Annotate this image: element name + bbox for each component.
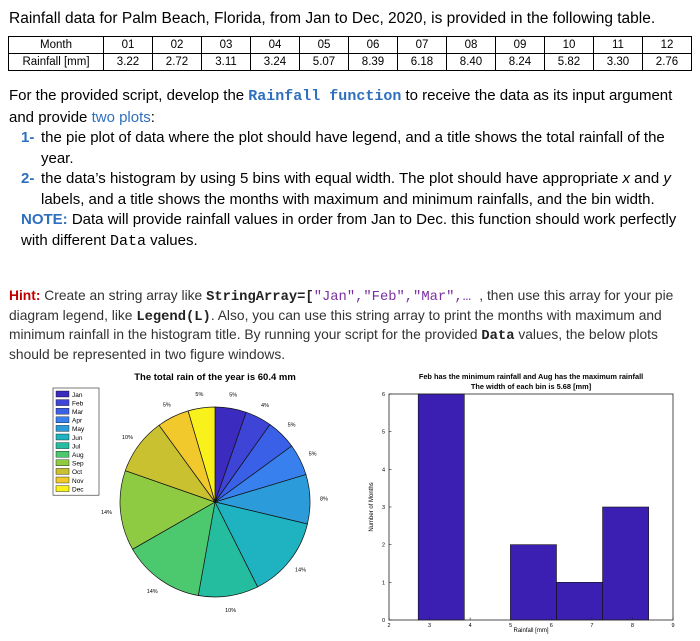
pie-title: The total rain of the year is 60.4 mm <box>134 372 296 383</box>
rainfall-cell: 6.18 <box>398 54 447 71</box>
pie-slices <box>120 407 310 597</box>
month-cell: 12 <box>643 37 692 54</box>
x-tick-label: 6 <box>549 623 553 629</box>
task-item-1 <box>9 128 693 169</box>
intro-text: Rainfall data for Palm Beach, Florida, from Jan to Dec, 2020, is provided in the following table. <box>9 10 656 27</box>
hint-tag: Hint: <box>9 288 41 303</box>
pie-percent-label: 5% <box>287 422 296 429</box>
pie-percent-label: 5% <box>308 451 317 458</box>
rainfall-cell: 3.11 <box>202 54 251 71</box>
legend-swatch <box>56 486 69 492</box>
x-italic: x <box>622 170 630 187</box>
month-cell: 10 <box>545 37 594 54</box>
y-tick-label: 0 <box>381 618 385 624</box>
pie-percent-label: 14% <box>294 567 307 574</box>
hint-text: , then use this array for your pie diagram legend, like <box>9 288 674 323</box>
y-tick-label: 3 <box>381 505 385 511</box>
task-number: 1- <box>21 129 35 146</box>
legend-swatch <box>56 477 69 483</box>
x-tick-label: 7 <box>590 623 594 629</box>
histogram-title: Feb has the minimum rainfall and Aug has the maximum rainfall <box>418 372 644 381</box>
legend-label: May <box>72 426 85 434</box>
legend-swatch <box>56 408 69 414</box>
rainfall-cell: 2.72 <box>153 54 202 71</box>
task-description <box>9 86 693 252</box>
legend-swatch <box>56 400 69 406</box>
histogram-bar <box>603 507 649 620</box>
y-tick-label: 6 <box>381 392 385 398</box>
legend-label: Mar <box>72 409 84 416</box>
legend-label: Aug <box>72 452 84 459</box>
note-code: Data <box>109 232 146 250</box>
note <box>9 210 693 252</box>
function-name: Rainfall function <box>248 88 402 105</box>
histogram-figure <box>363 368 693 636</box>
two-plots-text: two plots <box>91 108 151 126</box>
month-cell: 04 <box>251 37 300 54</box>
pie-percent-label: 8% <box>320 496 328 503</box>
rainfall-row <box>9 54 692 71</box>
legend-swatch <box>56 443 69 449</box>
x-tick-label: 5 <box>509 623 513 629</box>
pie-percent-label: 5% <box>195 392 204 399</box>
legend-label: Apr <box>72 417 83 425</box>
legend-swatch <box>56 460 69 466</box>
rainfall-cell: 5.07 <box>300 54 349 71</box>
text: : <box>150 108 155 126</box>
pie-chart <box>45 368 345 636</box>
y-tick-label: 4 <box>381 467 385 474</box>
x-tick-label: 2 <box>387 623 391 629</box>
y-tick-label: 2 <box>381 542 385 549</box>
legend-label: Nov <box>72 477 84 485</box>
hint-text: Create an string array like <box>40 288 207 303</box>
legend-swatch <box>56 451 69 457</box>
month-cell: 05 <box>300 37 349 54</box>
task-number: 2- <box>21 170 35 187</box>
legend-swatch <box>56 391 69 397</box>
histogram-bars <box>418 394 648 620</box>
text: to receive the data as its input argument and provide <box>9 87 673 126</box>
legend-label: Dec <box>72 486 84 494</box>
legend-swatch <box>56 425 69 431</box>
rainfall-cell: 2.76 <box>643 54 692 71</box>
task-item-2 <box>9 169 693 210</box>
y-italic: y <box>663 170 671 187</box>
rainfall-cell: 8.39 <box>349 54 398 71</box>
rainfall-table <box>8 36 692 71</box>
month-cell: 08 <box>447 37 496 54</box>
task-text: and <box>629 170 664 187</box>
month-cell: 02 <box>153 37 202 54</box>
hint-strings: "Jan","Feb","Mar",… <box>313 290 480 305</box>
hint-text: values, the below plots should be represented in two figure windows. <box>9 327 658 362</box>
legend-swatch <box>56 468 69 474</box>
rainfall-cell: 3.30 <box>594 54 643 71</box>
x-tick-label: 8 <box>630 623 634 629</box>
legend-label: Jan <box>72 391 83 399</box>
y-tick-label: 5 <box>381 429 385 436</box>
x-tick-label: 9 <box>671 623 675 629</box>
hint-code: StringArray=[ <box>206 290 314 305</box>
legend-label: Sep <box>72 460 84 468</box>
month-cell: 09 <box>496 37 545 54</box>
pie-percent-label: 14% <box>146 589 158 596</box>
month-cell: 07 <box>398 37 447 54</box>
month-cell: 01 <box>104 37 153 54</box>
month-cell: 11 <box>594 37 643 54</box>
pie-percent-label: 14% <box>100 510 113 516</box>
legend-label: Jul <box>72 443 81 451</box>
pie-legend <box>53 388 99 495</box>
pie-percent-label: 10% <box>121 435 134 441</box>
legend-label: Feb <box>72 400 84 408</box>
task-text: labels, and a title shows the months with maximum and minimum rainfalls, and the bin width. <box>41 190 655 208</box>
month-cell: 06 <box>349 37 398 54</box>
month-label: Month <box>9 37 104 54</box>
hint-text: . Also, you can use this string array to print the months with maximum and minimum rainfall in the histogram title. By running your script for the provided <box>9 307 662 342</box>
rainfall-cell: 3.22 <box>104 54 153 71</box>
rainfall-label: Rainfall [mm] <box>9 54 104 71</box>
task-intro <box>9 86 693 128</box>
histogram-bar <box>556 582 602 620</box>
pie-percent-label: 4% <box>261 403 269 410</box>
hint <box>9 287 693 363</box>
note-text: values. <box>145 231 198 249</box>
rainfall-cell: 5.82 <box>545 54 594 71</box>
note-tag: NOTE: <box>21 211 68 228</box>
legend-swatch <box>56 417 69 423</box>
rainfall-cell: 8.40 <box>447 54 496 71</box>
legend-swatch <box>56 434 69 440</box>
hint-code: Legend(L) <box>136 309 211 325</box>
x-tick-label: 3 <box>428 623 432 629</box>
histogram-xlabel: Rainfall [mm] <box>513 628 549 634</box>
y-tick-label: 1 <box>381 580 385 587</box>
hint-code: Data <box>481 329 515 344</box>
legend-label: Oct <box>72 469 83 477</box>
rainfall-cell: 3.24 <box>251 54 300 71</box>
pie-figure <box>45 368 345 636</box>
histogram-bar <box>418 394 464 620</box>
month-row <box>9 37 692 54</box>
pie-percent-label: 5% <box>162 402 171 409</box>
month-cell: 03 <box>202 37 251 54</box>
pie-percent-label: 5% <box>229 392 238 399</box>
histogram-bar <box>510 545 556 620</box>
rainfall-cell: 8.24 <box>496 54 545 71</box>
legend-label: Jun <box>72 434 83 442</box>
task-text: the pie plot of data where the plot should have legend, and a title shows the total rainfall of the year. <box>41 129 665 167</box>
pie-percent-label: 10% <box>225 607 237 614</box>
histogram-subtitle: The width of each bin is 5.68 [mm] <box>470 382 592 391</box>
x-tick-label: 4 <box>468 623 472 629</box>
task-text: the data’s histogram by using 5 bins with equal width. The plot should have appropriate <box>41 170 623 187</box>
histogram-ylabel: Number of Months <box>369 482 375 532</box>
text: For the provided script, develop the <box>9 87 249 104</box>
histogram-chart <box>363 368 693 636</box>
task-list <box>9 128 693 210</box>
note-text: Data will provide rainfall values in order from Jan to Dec. this function should work perfectly with different <box>21 211 677 249</box>
